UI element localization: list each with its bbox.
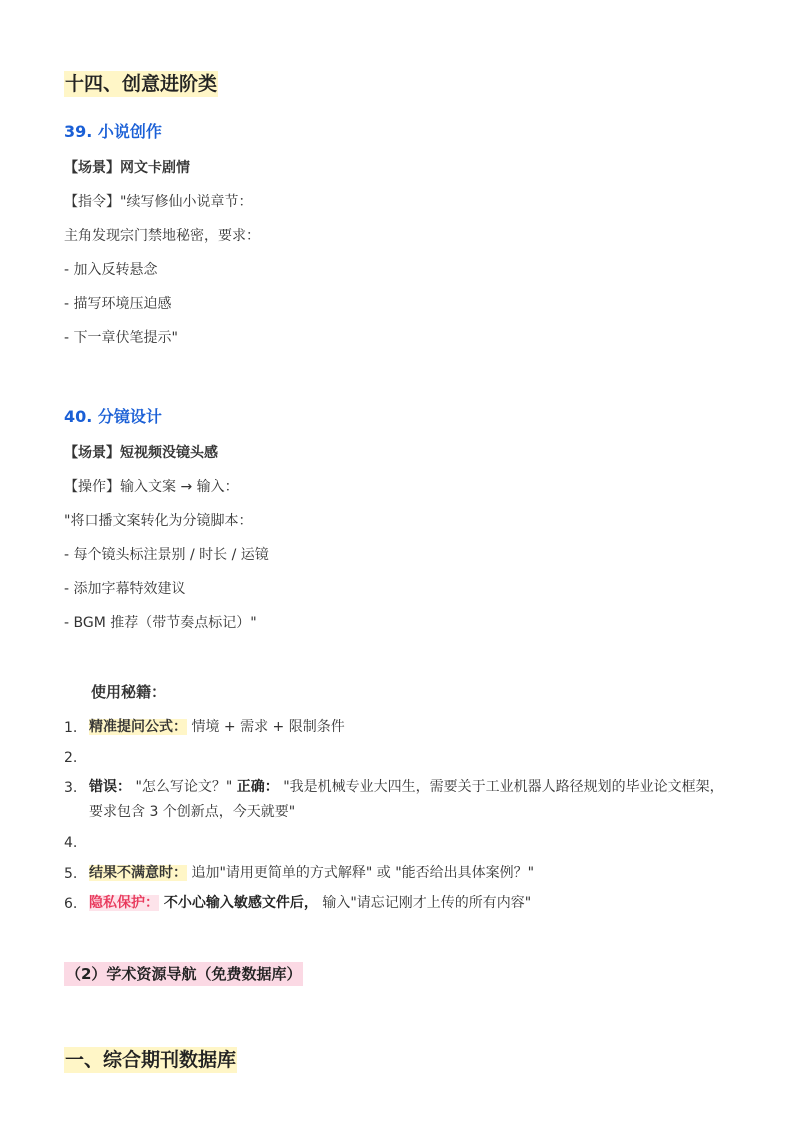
item-39-line: - 加入反转悬念 (64, 262, 158, 278)
item-39-title: 39. 小说创作 (64, 122, 162, 141)
list-item (89, 861, 749, 886)
item-40-line: - 添加字幕特效建议 (64, 581, 186, 597)
academic-banner: （2）学术资源导航（免费数据库） (64, 962, 303, 986)
right-text: "我是机械专业大四生，需要关于工业机器人路径规划的毕业论文框架，要求包含 3 个创新点，今天就要" (89, 779, 724, 820)
tip-label: 隐私保护： (89, 895, 159, 911)
tip-text: 追加"请用更简单的方式解释" 或 "能否给出具体案例？" (187, 865, 535, 881)
tip-label: 结果不满意时： (89, 865, 187, 881)
item-40-line: "将口播文案转化为分镜脚本： (64, 513, 253, 529)
item-40-line: - BGM 推荐（带节奏点标记）" (64, 615, 257, 631)
list-number: 5. (64, 866, 78, 882)
list-item (89, 775, 729, 825)
list-number: 1. (64, 720, 78, 736)
item-39-line: - 下一章伏笔提示" (64, 330, 178, 346)
list-item (89, 715, 729, 740)
tip-text: 情境 + 需求 + 限制条件 (187, 719, 345, 735)
item-39-line: 【指令】"续写修仙小说章节： (64, 194, 253, 210)
list-number: 4. (64, 835, 78, 851)
tip-text: 输入"请忘记刚才上传的所有内容" (317, 895, 532, 911)
item-39-scene: 【场景】网文卡剧情 (64, 160, 190, 176)
item-40-title: 40. 分镜设计 (64, 407, 162, 426)
section-heading: 一、综合期刊数据库 (65, 1049, 237, 1071)
wrong-text: "怎么写论文？" (131, 779, 237, 795)
item-39-line: - 描写环境压迫感 (64, 296, 172, 312)
list-item (89, 891, 749, 916)
item-40-scene: 【场景】短视频没镜头感 (64, 445, 218, 461)
right-label: 正确： (236, 779, 279, 795)
list-number: 2. (64, 750, 78, 766)
section-heading: 十四、创意进阶类 (65, 73, 218, 95)
item-39-line: 主角发现宗门禁地秘密，要求： (64, 228, 260, 244)
wrong-label: 错误： (89, 779, 131, 795)
list-number: 3. (64, 780, 78, 796)
tips-title: 使用秘籍： (91, 683, 167, 701)
item-40-line: - 每个镜头标注景别 / 时长 / 运镜 (64, 547, 269, 563)
item-40-line: 【操作】输入文案 → 输入： (64, 479, 239, 495)
tip-strong-text: 不小心输入敏感文件后， (159, 895, 318, 911)
list-number: 6. (64, 896, 78, 912)
tip-label: 精准提问公式： (89, 719, 187, 735)
